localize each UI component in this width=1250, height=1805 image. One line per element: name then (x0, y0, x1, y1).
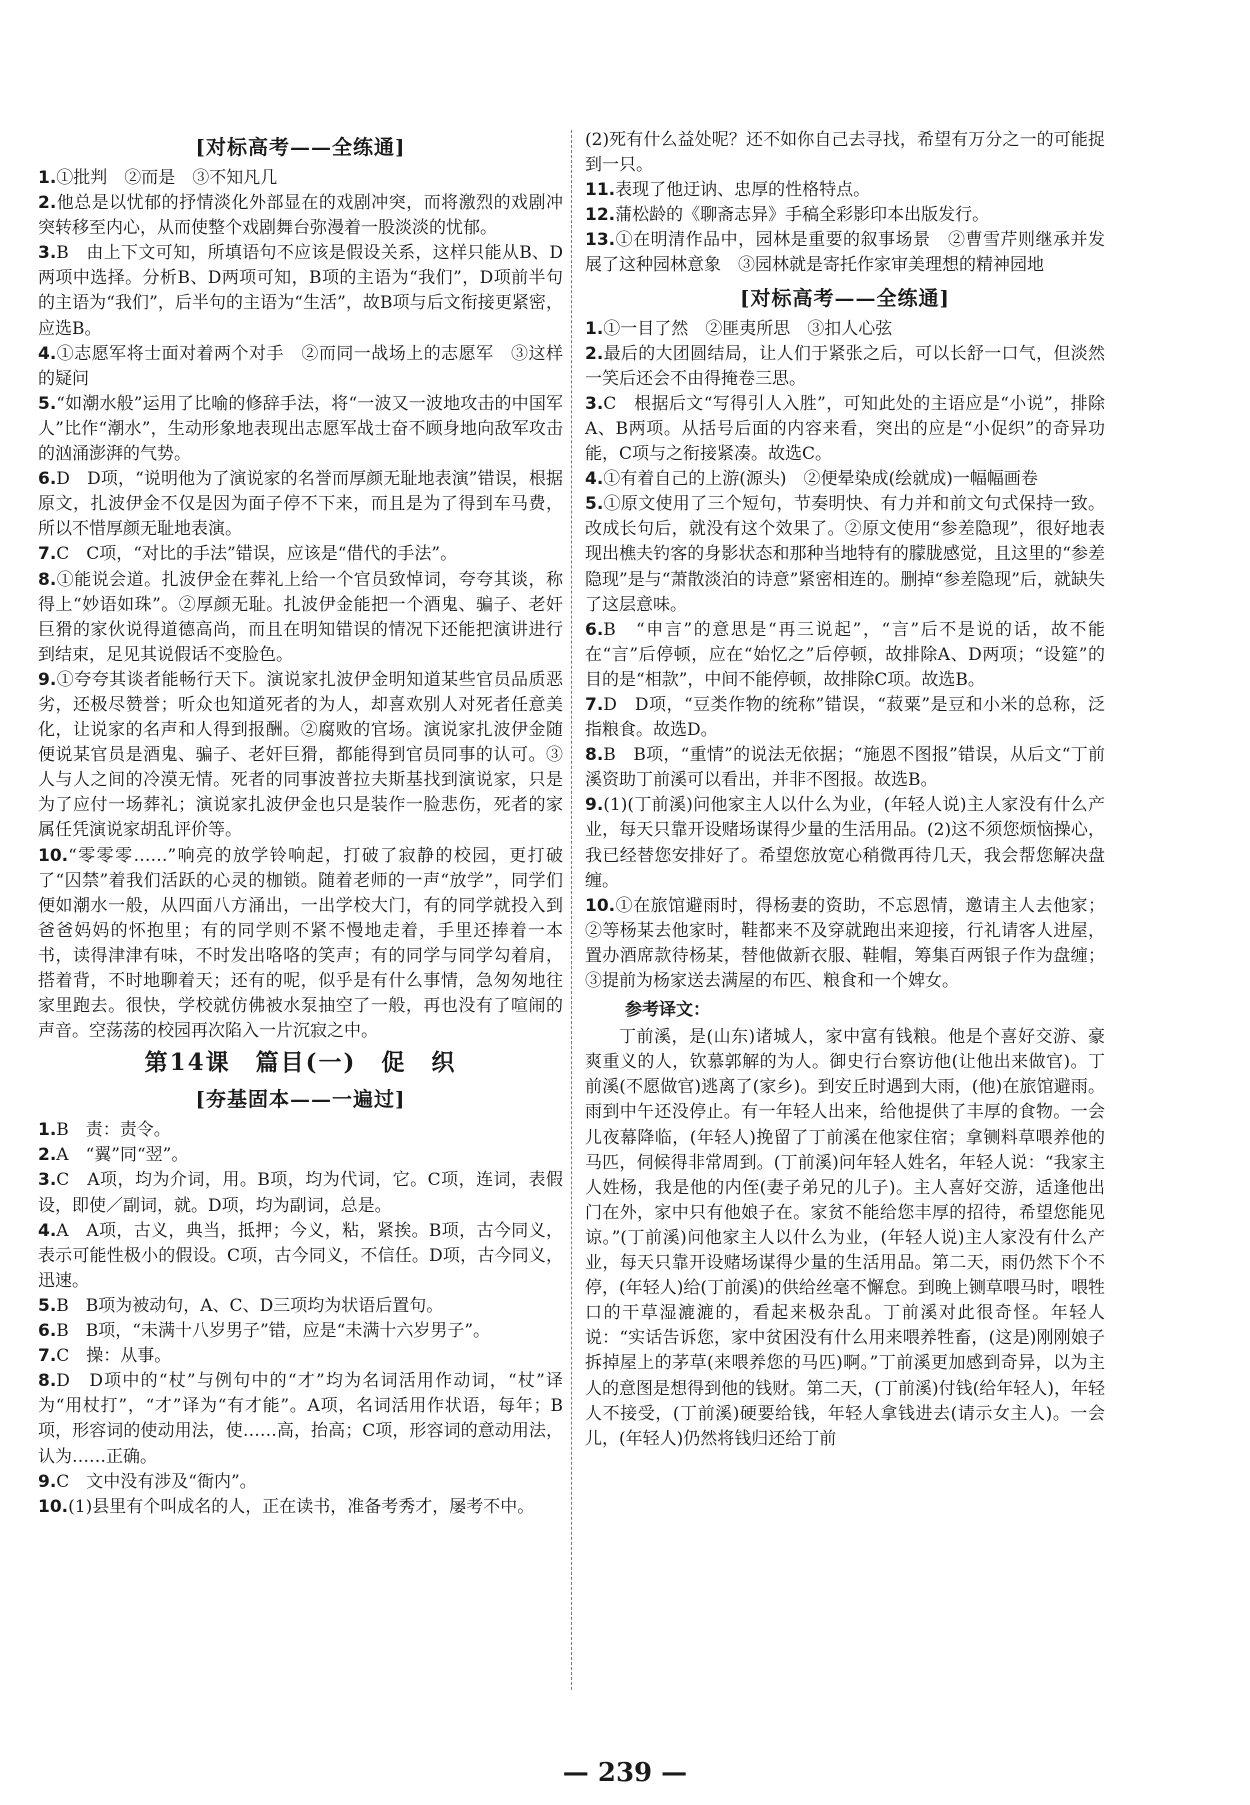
answer-number: 11. (585, 180, 616, 201)
answer-number: 12. (585, 205, 616, 226)
answer-item (38, 1168, 563, 1218)
answer-text: ①有着自己的上游(源头) ②便晕染成(绘就成)一幅幅画卷 (603, 469, 1038, 490)
answer-text: C 根据后文“写得引人入胜”，可知此处的主语应是“小说”，排除A、B两项。从括号后面的内容来看，突出的应是“小促织”的奇异功能，C项与之衔接紧凑。故选C。 (585, 393, 1105, 465)
answer-text: C 操：从事。 (56, 1346, 172, 1367)
answer-text: ①志愿军将士面对着两个对手 ②而同一战场上的志愿军 ③这样的疑问 (38, 343, 563, 389)
answer-text: ①批判 ②而是 ③不知凡几 (56, 168, 278, 188)
answer-item (38, 1369, 563, 1469)
answer-item (585, 342, 1105, 392)
answer-text: 蒲松龄的《聊斋志异》手稿全彩影印本出版发行。 (615, 205, 990, 226)
answer-text: A “翼”同“翌”。 (56, 1145, 189, 1166)
answer-number: 2. (38, 1145, 57, 1166)
answer-item (38, 1143, 563, 1168)
answer-item (585, 743, 1105, 793)
answer-text: D D项中的“杖”与例句中的“才”均为名词活用作动词，“杖”译为“用杖打”，“才”译为“有才能”。A项，名词活用作状语，每年；B项，形容词的使动用法，使……高，抬高；C项，形容词的意动用法，认为……正确。 (38, 1371, 563, 1467)
answer-text: (1)(丁前溪)问他家主人以什么为业，(年轻人说)主人家没有什么产业，每天只靠开设赌场谋得少量的生活用品。(2)这不须您烦恼操心，我已经替您安排好了。希望您放宽心稍微再待几天，我会帮您解决盘缠。 (585, 795, 1105, 891)
answer-number: 3. (585, 393, 604, 414)
answer-text: “如潮水般”运用了比喻的修辞手法，将“一波又一波地攻击的中国军人”比作“潮水”，生动形象地表现出志愿军战士奋不顾身地向敌军攻击的汹涌澎湃的气势。 (38, 393, 563, 465)
answer-number: 10. (585, 895, 616, 916)
answer-number: 6. (585, 619, 604, 640)
answer-number: 4. (38, 343, 57, 364)
left-column (38, 128, 563, 1520)
reference-translation-label: 参考译文： (625, 1000, 710, 1021)
reference-translation-text: 丁前溪，是(山东)诸城人，家中富有钱粮。他是个喜好交游、豪爽重义的人，钦慕郭解的为人。御史行台察访他(让他出来做官)。丁前溪(不愿做官)逃离了(家乡)。到安丘时遇到大雨，(他)在旅馆避雨。雨到中午还没停止。有一年轻人出来，给他提供了丰厚的食物。一会儿夜幕降临，(年轻人)挽留了丁前溪在他家住宿；拿铡料草喂养他的马匹，伺候得非常周到。(丁前溪)问年轻人姓名，年轻人说：“我家主人姓杨，我是他的内侄(妻子弟兄的儿子)。主人喜好交游，适逢他出门在外，家中只有他娘子在。家贫不能给您丰厚的招待，希望您能见谅。”(丁前溪)问他家主人以什么为业，(年轻人说)主人家没有什么产业，每天只靠开设赌场谋得少量的生活用品。第二天，雨仍然下个不停，(年轻人)给(丁前溪)的供给丝毫不懈怠。到晚上铡草喂马时，喂牲口的干草湿漉漉的，看起来极杂乱。丁前溪对此很奇怪。年轻人说：“实话告诉您，家中贫困没有什么用来喂养牲畜，(这是)刚刚娘子拆掉屋上的茅草(来喂养您的马匹)啊。”丁前溪更加感到奇异，以为主人的意图是想得到他的钱财。第二天，(丁前溪)付钱(给年轻人)，年轻人不接受，(丁前溪)硬要给钱，年轻人拿钱进去(请示女主人)。一会儿，(年轻人)仍然将钱归还给丁前 (585, 1027, 1105, 1449)
answer-item (585, 492, 1105, 617)
answer-item (585, 178, 1105, 203)
answer-number: 13. (585, 230, 616, 251)
answer-text: 他总是以忧郁的抒情淡化外部显在的戏剧冲突，而将激烈的戏剧冲突转移至内心，从而使整个戏剧舞台弥漫着一股淡淡的忧郁。 (38, 193, 563, 239)
answer-item (38, 1118, 563, 1143)
answer-text: C 文中没有涉及“衙内”。 (56, 1471, 257, 1492)
answer-number: 5. (38, 393, 57, 414)
answer-number: 9. (38, 1471, 57, 1492)
answer-number: 7. (585, 694, 604, 715)
answer-item (585, 392, 1105, 467)
answer-number: 9. (38, 669, 57, 690)
answer-text: D D项，“豆类作物的统称”错误，“菽粟”是豆和小米的总称，泛指粮食。故选D。 (585, 694, 1105, 741)
answer-number: 1. (38, 168, 57, 188)
answer-number: 1. (585, 318, 604, 339)
answer-number: 4. (585, 469, 604, 490)
answer-text: B B项，“重情”的说法无依据；“施恩不图报”错误，从后文“丁前溪资助丁前溪可以看出，并非不图报。故选B。 (585, 745, 1105, 791)
answer-text: B B项为被动句，A、C、D三项均为状语后置句。 (56, 1295, 444, 1316)
answer-text: B 由上下文可知，所填语句不应该是假设关系，这样只能从B、D两项中选择。分析B、D两项可知，B项的主语为“我们”，D项前半句的主语为“我们”，后半句的主语为“生活”，故B项与后文衔接更紧密，应选B。 (38, 243, 563, 339)
answer-number: 1. (38, 1120, 57, 1141)
answer-text: 表现了他迂讷、忠厚的性格特点。 (615, 180, 871, 201)
answer-item (38, 166, 563, 191)
answer-item (585, 228, 1105, 278)
answer-item (38, 568, 563, 668)
column-divider (571, 130, 572, 1690)
answer-item (38, 467, 563, 542)
answer-number: 5. (585, 494, 604, 515)
answer-text: C C项，“对比的手法”错误，应该是“借代的手法”。 (56, 544, 458, 565)
answer-item (585, 693, 1105, 743)
answer-number: 10. (38, 1496, 69, 1517)
answer-text: B B项，“未满十八岁男子”错，应是“未满十六岁男子”。 (56, 1321, 491, 1342)
answer-item (585, 317, 1105, 342)
answer-item (585, 793, 1105, 893)
answer-number: 2. (585, 343, 604, 364)
answer-number: 8. (38, 569, 57, 590)
answer-item (38, 1294, 563, 1319)
answer-text: ①在旅馆避雨时，得杨妻的资助，不忘恩情，邀请主人去他家；②等杨某去他家时，鞋都来不及穿就跑出来迎接，行礼请客人进屋，置办酒席款待杨某，替他做新衣服、鞋帽，筹集百两银子作为盘缠；③提前为杨家送去满屋的布匹、粮食和一个婢女。 (585, 895, 1105, 991)
answer-text: B “申言”的意思是“再三说起”，“言”后不是说的话，故不能在“言”后停顿，应在“始忆之”后停顿，故排除A、D两项；“设筵”的目的是“相款”，中间不能停顿，故排除C项。故选B。 (585, 619, 1105, 690)
answer-number: 8. (38, 1371, 57, 1392)
answer-item (38, 392, 563, 467)
answer-item (38, 191, 563, 241)
answer-text: D D项，“说明他为了演说家的名誉而厚颜无耻地表演”错误，根据原文，扎波伊金不仅是因为面子停不下来，而且是为了得到车马费，所以不惜厚颜无耻地表演。 (38, 469, 563, 540)
answer-text: (1)县里有个叫成名的人，正在读书，准备考秀才，屡考不中。 (68, 1496, 535, 1517)
section-heading: [夯基固本——一遍过] (195, 1087, 406, 1112)
answer-list (38, 1118, 563, 1520)
answer-item (38, 1495, 563, 1520)
answer-number: 8. (585, 745, 604, 766)
answer-list (585, 128, 1105, 279)
answer-item (38, 1344, 563, 1369)
answer-text: 最后的大团圆结局，让人们于紧张之后，可以长舒一口气，但淡然一笑后还会不由得掩卷三思。 (585, 343, 1105, 389)
answer-text: ①一目了然 ②匪夷所思 ③扣人心弦 (603, 318, 893, 339)
answer-item (38, 668, 563, 844)
section-heading: [对标高考——全练通] (740, 285, 950, 310)
answer-number: 9. (585, 795, 604, 816)
answer-item (38, 542, 563, 567)
answer-text: B 责：责令。 (56, 1120, 171, 1141)
page-number: — 239 — (562, 1758, 688, 1788)
answer-item (38, 844, 563, 1045)
answer-list (38, 166, 563, 1044)
answer-text: ①在明清作品中，园林是重要的叙事场景 ②曹雪芹则继承并发展了这种园林意象 ③园林就是寄托作家审美理想的精神园地 (585, 230, 1105, 276)
answer-number: 5. (38, 1295, 57, 1316)
answer-text: C A项，均为介词，用。B项，均为代词，它。C项，连词，表假设，即使／副词，就。D项，均为副词，总是。 (38, 1170, 563, 1216)
answer-number: 2. (38, 193, 57, 214)
answer-number: 3. (38, 1170, 57, 1191)
answer-number: 6. (38, 1321, 57, 1342)
right-column (585, 128, 1105, 1452)
section-heading: [对标高考——全练通] (195, 135, 406, 159)
answer-text: “零零零……”响亮的放学铃响起，打破了寂静的校园，更打破了“囚禁”着我们活跃的心灵的枷锁。随着老师的一声“放学”，同学们便如潮水一般，从四面八方涌出，一出学校大门，有的同学就投入到爸爸妈妈的怀抱里；有的同学则不紧不慢地走着，手里还捧着一本书，读得津津有味，不时发出咯咯的笑声；有的同学与同学勾着肩，搭着背，不时地聊着天；还有的呢，似乎是有什么事情，急匆匆地往家里跑去。很快，学校就仿佛被水泵抽空了一般，再也没有了喧闹的声音。空荡荡的校园再次陷入一片沉寂之中。 (38, 845, 563, 1042)
lesson-title: 第14课 篇目(一) 促 织 (144, 1049, 457, 1077)
answer-number: 4. (38, 1220, 57, 1241)
answer-item (38, 1319, 563, 1344)
answer-item (585, 203, 1105, 228)
answer-text: ①夸夸其谈者能畅行天下。演说家扎波伊金明知道某些官员品质恶劣，还极尽赞誉；听众也知道死者的为人，却喜欢别人对死者任意美化，让说家的名声和人得到报酬。②腐败的官场。演说家扎波伊金随便说某官员是酒鬼、骗子、老奸巨猾，都能得到官员同事的认可。③人与人之间的冷漠无情。死者的同事波普拉夫斯基找到演说家，只是为了应付一场葬礼；演说家扎波伊金也只是装作一脸悲伤，死者的家属任凭演说家胡乱评价等。 (38, 669, 563, 841)
answer-item (585, 128, 1105, 178)
answer-text: ①能说会道。扎波伊金在葬礼上给一个官员致悼词，夸夸其谈，称得上“妙语如珠”。②厚颜无耻。扎波伊金能把一个酒鬼、骗子、老奸巨猾的家伙说得道德高尚，而且在明知错误的情况下还能把演讲进行到结束，足见其说假话不变脸色。 (38, 569, 563, 665)
answer-item (38, 1219, 563, 1294)
answer-number: 6. (38, 469, 57, 490)
answer-number: 7. (38, 1346, 57, 1367)
answer-text: A A项，古义，典当，抵押；今义，粘，紧挨。B项，古今同义，表示可能性极小的假设。C项，古今同义，不信任。D项，古今同义，迅速。 (38, 1220, 563, 1291)
answer-text: ①原文使用了三个短句，节奏明快、有力并和前文句式保持一致。改成长句后，就没有这个效果了。②原文使用“参差隐现”，很好地表现出樵夫钓客的身影状态和那种当地特有的朦胧感觉，且这里的“参差隐现”是与“萧散淡泊的诗意”紧密相连的。删掉“参差隐现”后，就缺失了这层意味。 (585, 494, 1105, 615)
answer-item (585, 467, 1105, 492)
answer-number: 3. (38, 243, 57, 264)
answer-item (38, 1470, 563, 1495)
answer-text: (2)死有什么益处呢？还不如你自己去寻找，希望有万分之一的可能捉到一只。 (585, 130, 1105, 176)
answer-number: 7. (38, 544, 57, 565)
answer-number: 10. (38, 845, 69, 866)
answer-item (585, 618, 1105, 693)
answer-item (38, 241, 563, 341)
answer-list (585, 317, 1105, 995)
answer-item (585, 894, 1105, 994)
answer-item (38, 342, 563, 392)
